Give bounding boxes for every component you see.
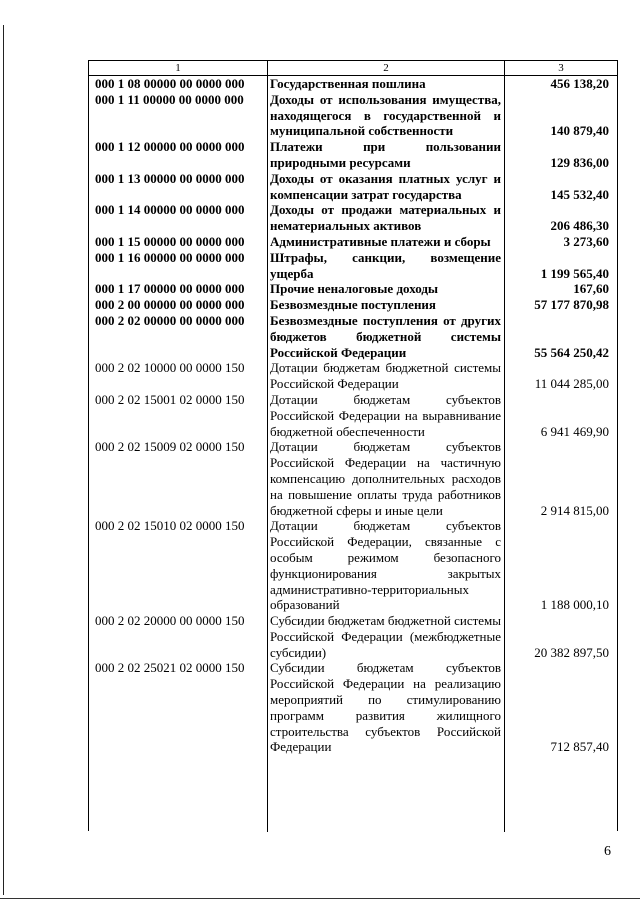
table-row <box>89 518 617 613</box>
table-row <box>89 613 617 660</box>
classification-code: 000 2 00 00000 00 0000 000 <box>95 297 245 313</box>
classification-code: 000 1 08 00000 00 0000 000 <box>95 76 245 91</box>
table-row <box>89 392 617 439</box>
revenue-name: Дотации бюджетам субъектов Российской Федерации на частичную компенсацию дополнительных расходов на повышение оплаты труда работников бюджетной сферы и иные цели <box>270 439 501 518</box>
table-row <box>89 234 617 250</box>
table-row <box>89 250 617 282</box>
amount: 6 941 469,90 <box>540 423 609 439</box>
amount: 1 188 000,10 <box>540 597 609 613</box>
column-header-1: 1 <box>89 61 268 75</box>
column-divider <box>504 76 505 832</box>
table-row <box>89 76 617 92</box>
revenue-name: Дотации бюджетам субъектов Российской Федерации, связанные с особым режимом безопасного функционирования закрытых административно-территориальных образований <box>270 518 501 613</box>
amount: 55 564 250,42 <box>534 344 609 360</box>
amount: 3 273,60 <box>563 233 609 249</box>
classification-code: 000 1 13 00000 00 0000 000 <box>95 170 245 186</box>
amount: 206 486,30 <box>550 218 609 234</box>
table-row <box>89 360 617 392</box>
table-row <box>89 313 617 360</box>
table-body <box>89 76 617 832</box>
amount: 2 914 815,00 <box>540 502 609 518</box>
revenue-name: Доходы от продажи материальных и нематериальных активов <box>270 202 501 234</box>
table-header <box>89 60 617 76</box>
classification-code: 000 1 17 00000 00 0000 000 <box>95 281 245 297</box>
table-row <box>89 297 617 313</box>
revenue-name: Прочие неналоговые доходы <box>270 281 439 297</box>
classification-code: 000 2 02 20000 00 0000 150 <box>95 613 245 629</box>
amount: 456 138,20 <box>550 76 609 91</box>
table-row <box>89 139 617 171</box>
revenue-table <box>88 60 618 831</box>
classification-code: 000 2 02 10000 00 0000 150 <box>95 360 245 376</box>
revenue-name: Штрафы, санкции, возмещение ущерба <box>270 249 501 281</box>
table-row <box>89 171 617 203</box>
revenue-name: Доходы от оказания платных услуг и компенсации затрат государства <box>270 170 501 202</box>
revenue-name: Дотации бюджетам субъектов Российской Федерации на выравнивание бюджетной обеспеченности <box>270 391 501 439</box>
table-row <box>89 92 617 139</box>
column-header-3: 3 <box>558 62 564 74</box>
table-row <box>89 660 617 755</box>
column-header-2: 2 <box>268 61 505 75</box>
revenue-name: Дотации бюджетам бюджетной системы Российской Федерации <box>270 360 501 392</box>
classification-code: 000 1 16 00000 00 0000 000 <box>95 249 245 265</box>
revenue-name: Безвозмездные поступления от других бюджетов бюджетной системы Российской Федерации <box>270 312 501 360</box>
classification-code: 000 1 15 00000 00 0000 000 <box>95 233 245 249</box>
amount: 20 382 897,50 <box>534 644 609 660</box>
classification-code: 000 2 02 25021 02 0000 150 <box>95 660 245 676</box>
amount: 57 177 870,98 <box>534 297 609 313</box>
classification-code: 000 1 11 00000 00 0000 000 <box>95 91 244 107</box>
page-number: 6 <box>604 844 611 859</box>
amount: 712 857,40 <box>550 739 609 755</box>
amount: 167,60 <box>573 281 609 297</box>
amount: 145 532,40 <box>550 186 609 202</box>
revenue-name: Административные платежи и сборы <box>270 233 491 249</box>
bottom-edge-line <box>0 898 640 899</box>
revenue-name: Доходы от использования имущества, находящегося в государственной и муниципальной собственности <box>270 91 501 139</box>
table-row <box>89 281 617 297</box>
classification-code: 000 2 02 15001 02 0000 150 <box>95 391 245 407</box>
amount: 11 044 285,00 <box>534 376 609 392</box>
amount: 1 199 565,40 <box>540 265 609 281</box>
revenue-name: Безвозмездные поступления <box>270 297 436 313</box>
revenue-name: Платежи при пользовании природными ресурсами <box>270 139 501 170</box>
table-row <box>89 202 617 234</box>
classification-code: 000 1 12 00000 00 0000 000 <box>95 139 245 155</box>
amount: 140 879,40 <box>550 123 609 139</box>
amount: 129 836,00 <box>550 154 609 170</box>
revenue-name: Субсидии бюджетам субъектов Российской Федерации на реализацию мероприятий по стимулированию программ развития жилищного строительства субъектов Российской Федерации <box>270 660 501 755</box>
revenue-name: Субсидии бюджетам бюджетной системы Российской Федерации (межбюджетные субсидии) <box>270 613 501 660</box>
classification-code: 000 1 14 00000 00 0000 000 <box>95 202 245 218</box>
table-row <box>89 439 617 518</box>
classification-code: 000 2 02 15010 02 0000 150 <box>95 518 245 534</box>
revenue-name: Государственная пошлина <box>270 76 426 91</box>
column-divider <box>267 76 268 832</box>
classification-code: 000 2 02 00000 00 0000 000 <box>95 312 245 328</box>
classification-code: 000 2 02 15009 02 0000 150 <box>95 439 245 455</box>
left-margin-line <box>3 25 4 895</box>
